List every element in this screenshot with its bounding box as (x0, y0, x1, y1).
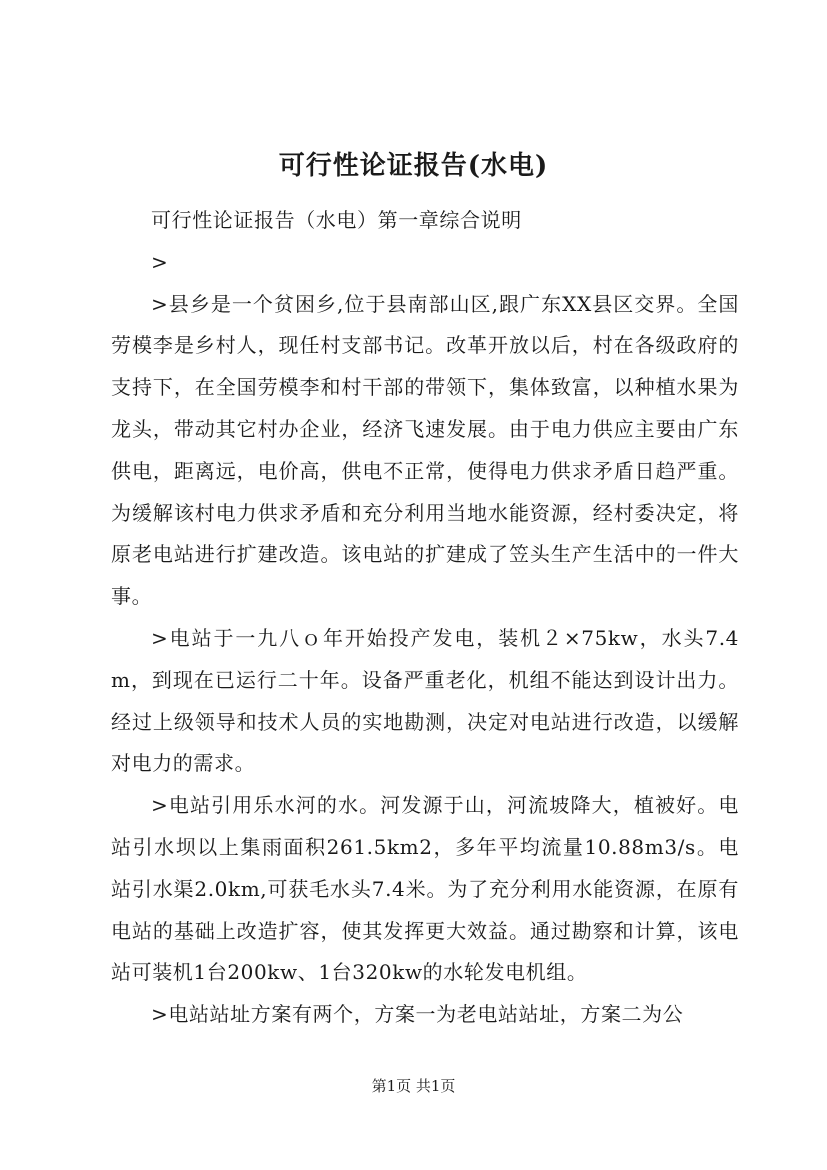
page-number-footer: 第1页 共1页 (371, 1077, 456, 1095)
paragraph-marker: > (151, 249, 169, 274)
paragraph-background: >县乡是一个贫困乡,位于县南部山区,跟广东XX县区交界。全国劳模李是乡村人，现任村支部书记。改革开放以后，村在各级政府的支持下，在全国劳模李和村干部的带领下，集体致富，以种植水果为龙头，带动其它村办企业，经济飞速发展。由于电力供应主要由广东供电，距离远，电价高，供电不正常，使得电力供求矛盾日趋严重。为缓解该村电力供求矛盾和充分利用当地水能资源，经村委决定，将原老电站进行扩建改造。该电站的扩建成了笠头生产生活中的一件大事。 (111, 291, 739, 609)
paragraph-subtitle: 可行性论证报告（水电）第一章综合说明 (151, 208, 522, 232)
document-title: 可行性论证报告(水电) (278, 151, 549, 181)
paragraph-water-source: >电站引用乐水河的水。河发源于山，河流坡降大，植被好。电站引水坝以上集雨面积261.5km2，多年平均流量10.88m3/s。电站引水渠2.0km,可获毛水头7.4米。为了充分利用水能资源，在原有电站的基础上改造扩容，使其发挥更大效益。通过勘察和计算，该电站可装机1台200kw、1台320kw的水轮发电机组。 (111, 793, 739, 985)
paragraph-site-options: >电站站址方案有两个，方案一为老电站站址，方案二为公 (151, 1002, 684, 1027)
document-body (111, 200, 739, 1036)
paragraph-station-history: >电站于一九八ｏ年开始投产发电，装机２×75kw，水头7.4m，到现在已运行二十年。设备严重老化，机组不能达到设计出力。经过上级领导和技术人员的实地勘测，决定对电站进行改造，以缓解对电力的需求。 (111, 625, 739, 776)
